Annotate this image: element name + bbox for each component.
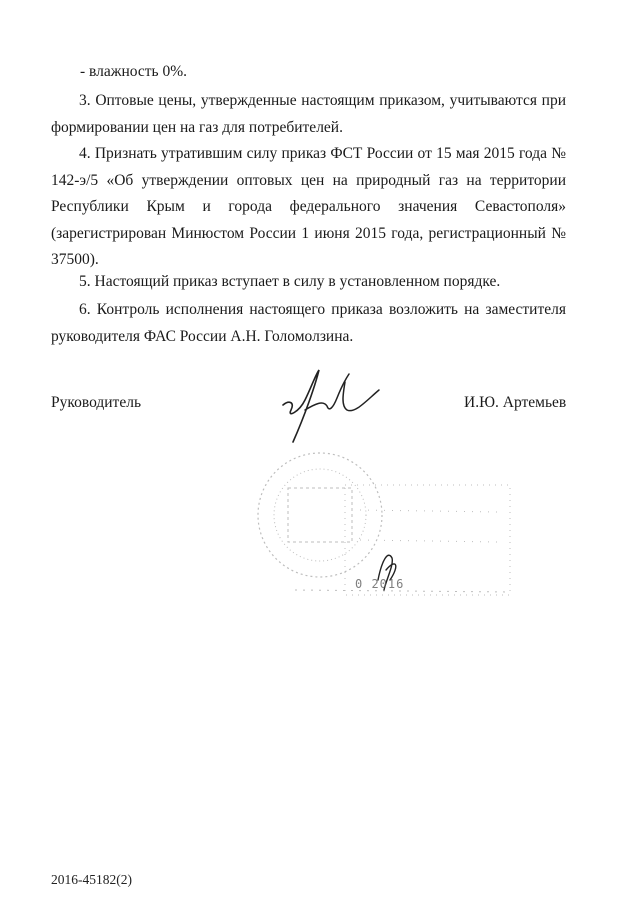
paragraph-3: 3. Оптовые цены, утвержденные настоящим приказом, учитываются при формировании цен на газ для потребителей.	[51, 92, 566, 136]
document-number: 2016-45182(2)	[51, 872, 132, 887]
signatory-name: И.Ю. Артемьев	[464, 394, 567, 411]
signatory-title: Руководитель	[51, 394, 142, 411]
stamp-date: 0 2016	[355, 577, 405, 591]
paragraph-4: 4. Признать утратившим силу приказ ФСТ России от 15 мая 2015 года № 142-э/5 «Об утверждении оптовых цен на природный газ на территории Республики Крым и города федерального значения Севастополя» (зарегистрирован Минюстом России 1 июня 2015 года, регистрационный № 37500).	[51, 145, 566, 268]
paragraph-6: 6. Контроль исполнения настоящего приказа возложить на заместителя руководителя ФАС России А.Н. Голомолзина.	[51, 301, 566, 345]
handwritten-signature	[275, 360, 385, 450]
paragraph-humidity: - влажность 0%.	[80, 63, 188, 80]
paragraph-5: 5. Настоящий приказ вступает в силу в установленном порядке.	[79, 273, 501, 290]
